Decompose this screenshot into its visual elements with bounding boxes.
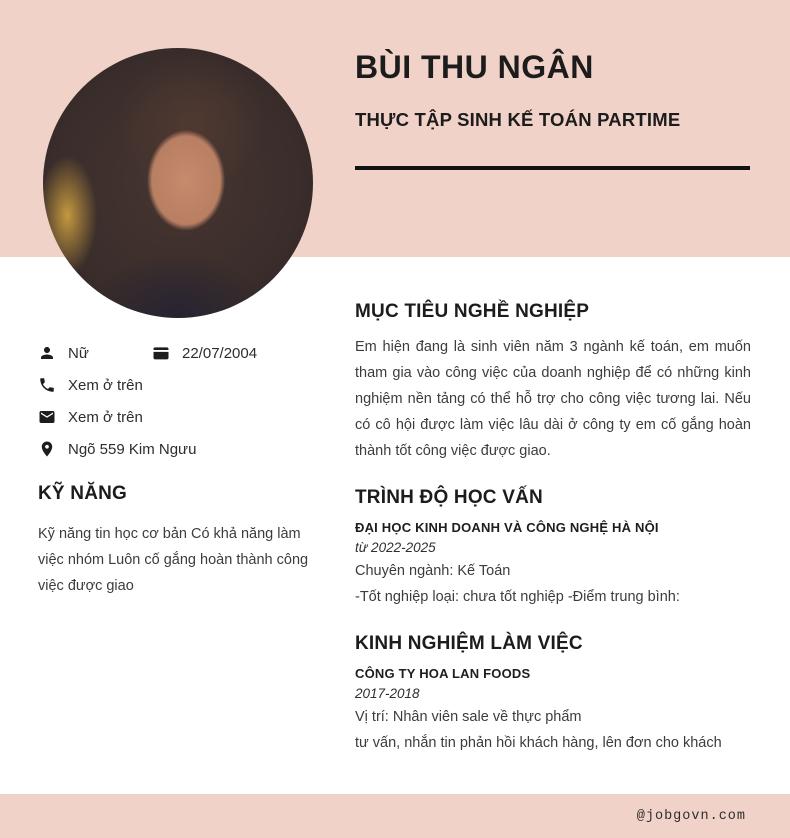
experience-period: 2017-2018: [355, 686, 420, 701]
experience-section: [355, 632, 751, 756]
info-phone: [38, 376, 143, 394]
education-section: [355, 486, 751, 610]
email-label: Xem ở trên: [68, 408, 143, 426]
profile-photo: [43, 48, 313, 318]
phone-icon: [38, 376, 56, 394]
watermark-text: @jobgovn.com: [636, 808, 746, 824]
experience-position: Vị trí: Nhân viên sale về thực phẩm: [355, 709, 582, 725]
info-row-address: [38, 433, 328, 465]
objective-section: [355, 300, 751, 464]
experience-company: CÔNG TY HOA LAN FOODS: [355, 666, 531, 681]
info-birthdate: [152, 344, 257, 362]
candidate-name: BÙI THU NGÂN: [355, 49, 594, 85]
objective-heading: MỤC TIÊU NGHỀ NGHIỆP: [355, 301, 590, 322]
header: [355, 48, 755, 170]
experience-description: tư vấn, nhắn tin phản hồi khách hàng, lên đơn cho khách: [355, 735, 722, 751]
address-label: Ngõ 559 Kim Ngưu: [68, 440, 197, 458]
experience-heading: KINH NGHIỆM LÀM VIỆC: [355, 633, 583, 654]
birthdate-label: 22/07/2004: [182, 344, 258, 362]
gender-label: Nữ: [68, 344, 89, 362]
info-address: [38, 440, 196, 458]
email-icon: [38, 408, 56, 426]
info-row-email: [38, 401, 328, 433]
skills-text: Kỹ năng tin học cơ bản Có khả năng làm việc nhóm Luôn cố gắng hoàn thành công việc được giao: [38, 526, 309, 594]
objective-text: Em hiện đang là sinh viên năm 3 ngành kế toán, em muốn tham gia vào công việc của doanh nghiệp để có những kinh nghiệm nền tảng có thể hỗ trợ cho công việc tương lai. Nếu có cô hội được làm việc lâu dài ở công ty em cố gắng hoàn thành tốt công việc được giao.: [355, 339, 751, 459]
phone-label: Xem ở trên: [68, 376, 143, 394]
info-email: [38, 408, 143, 426]
header-divider: [355, 166, 750, 170]
education-heading: TRÌNH ĐỘ HỌC VẤN: [355, 487, 543, 508]
education-school: ĐẠI HỌC KINH DOANH VÀ CÔNG NGHỆ HÀ NỘI: [355, 520, 659, 535]
skills-heading: KỸ NĂNG: [38, 483, 128, 504]
education-note: -Tốt nghiệp loại: chưa tốt nghiệp -Điểm trung bình:: [355, 589, 680, 605]
person-icon: [38, 344, 56, 362]
job-title: THỰC TẬP SINH KẾ TOÁN PARTIME: [355, 109, 681, 130]
education-major: Chuyên ngành: Kế Toán: [355, 563, 511, 579]
location-icon: [38, 440, 56, 458]
personal-info: [38, 337, 328, 465]
info-row-gender-birthdate: [38, 337, 328, 369]
skills-section: [38, 482, 314, 599]
info-gender: [38, 344, 152, 362]
calendar-icon: [152, 344, 170, 362]
footer-band: [0, 794, 790, 838]
education-period: từ 2022-2025: [355, 540, 436, 555]
info-row-phone: [38, 369, 328, 401]
main-content: [355, 300, 751, 756]
